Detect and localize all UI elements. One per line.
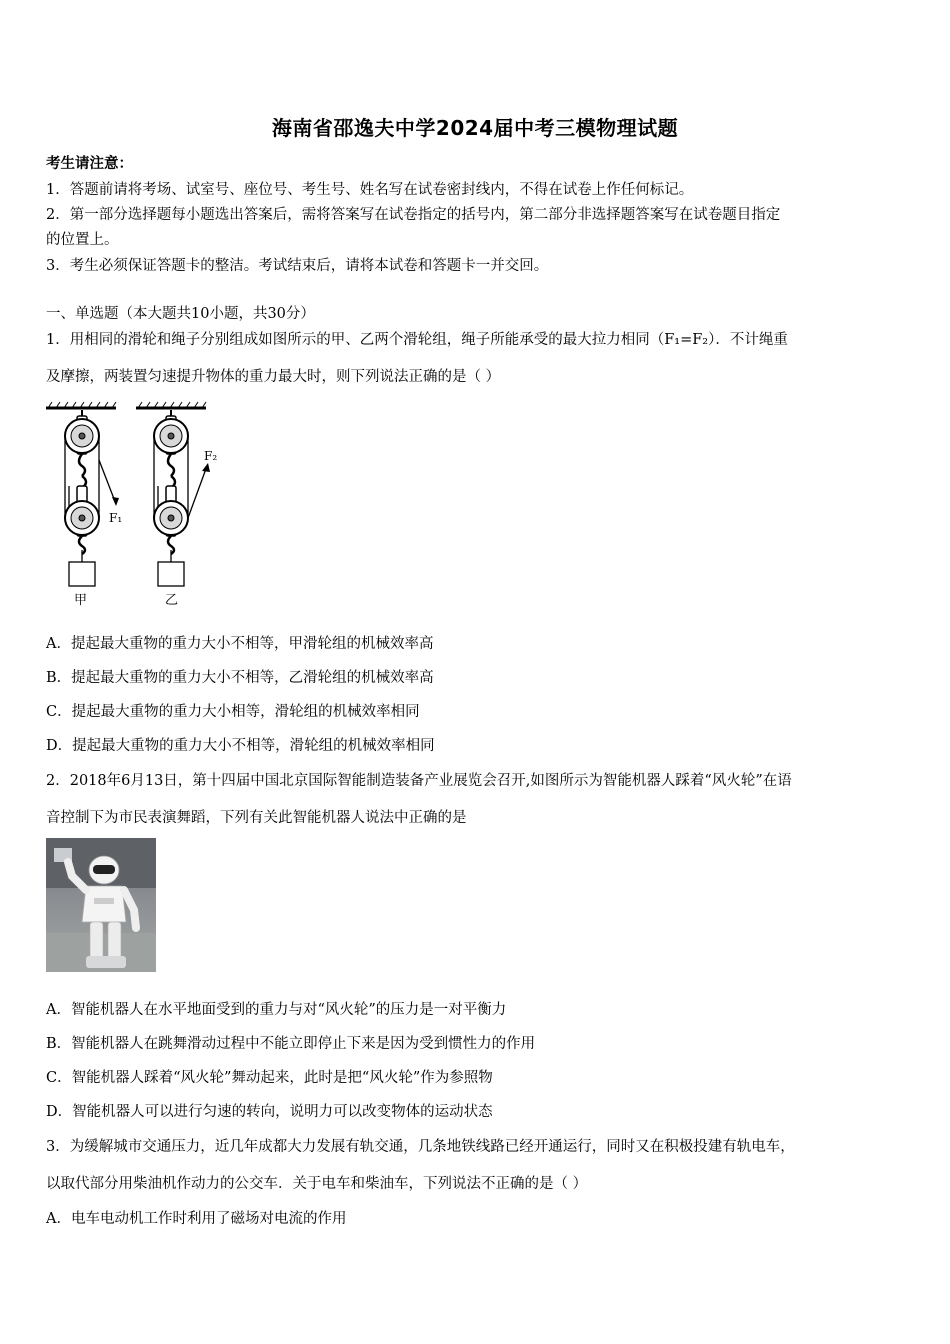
ceiling-jia [46,402,116,408]
notice-heading: 考生请注意： [46,155,133,172]
label-f2: F₂ [204,449,218,463]
q2-option-a: A．智能机器人在水平地面受到的重力与对“风火轮”的压力是一对平衡力 [46,1002,507,1018]
q1-option-c: C．提起最大重物的重力大小相等，滑轮组的机械效率相同 [46,704,420,720]
pulley-system-jia [65,410,119,586]
q2-stem-line2: 音控制下为市民表演舞蹈，下列有关此智能机器人说法中正确的是 [46,810,467,826]
q2-option-d: D．智能机器人可以进行匀速的转向，说明力可以改变物体的运动状态 [46,1104,493,1120]
notice-item: 的位置上。 [46,232,119,248]
page-title: 海南省邵逸夫中学2024届中考三模物理试题 [271,116,679,140]
ceiling-yi [136,402,206,408]
q1-option-a: A．提起最大重物的重力大小不相等，甲滑轮组的机械效率高 [46,636,434,652]
notice-item: 2．第一部分选择题每小题选出答案后，需将答案写在试卷指定的括号内，第二部分非选择题答案写在试卷题目指定 [46,207,781,223]
pulley-system-yi [154,410,210,586]
robot-illustration [46,838,156,972]
q1-option-b: B．提起最大重物的重力大小不相等，乙滑轮组的机械效率高 [46,670,434,686]
q3-stem-line1: 3．为缓解城市交通压力，近几年成都大力发展有轨交通，几条地铁线路已经开通运行，同时又在积极投建有轨电车， [46,1139,795,1155]
label-yi: 乙 [165,593,179,608]
q2-stem-line1: 2．2018年6月13日，第十四届中国北京国际智能制造装备产业展览会召开,如图所示为智能机器人踩着“风火轮”在语 [46,773,792,789]
q2-option-c: C．智能机器人踩着“风火轮”舞动起来，此时是把“风火轮”作为参照物 [46,1070,493,1086]
q1-stem-line2: 及摩擦，两装置匀速提升物体的重力最大时，则下列说法正确的是（ ） [46,369,501,385]
q1-option-d: D．提起最大重物的重力大小不相等，滑轮组的机械效率相同 [46,738,435,754]
robot-photo [46,838,156,972]
q3-stem-line2: 以取代部分用柴油机作动力的公交车．关于电车和柴油车，下列说法不正确的是（ ） [46,1176,588,1192]
notice-item: 3．考生必须保证答题卡的整洁。考试结束后，请将本试卷和答题卡一并交回。 [46,258,549,274]
label-jia: 甲 [74,593,88,608]
q1-stem-line1: 1．用相同的滑轮和绳子分别组成如图所示的甲、乙两个滑轮组，绳子所能承受的最大拉力相同（F₁=F₂）．不计绳重 [46,332,788,348]
notice-item: 1．答题前请将考场、试室号、座位号、考生号、姓名写在试卷密封线内，不得在试卷上作任何标记。 [46,182,694,198]
label-f1: F₁ [109,511,123,525]
q3-option-a: A．电车电动机工作时利用了磁场对电流的作用 [46,1211,347,1227]
section-heading: 一、单选题（本大题共10小题，共30分） [46,306,315,322]
pulley-figure [44,400,224,610]
q2-option-b: B．智能机器人在跳舞滑动过程中不能立即停止下来是因为受到惯性力的作用 [46,1036,536,1052]
